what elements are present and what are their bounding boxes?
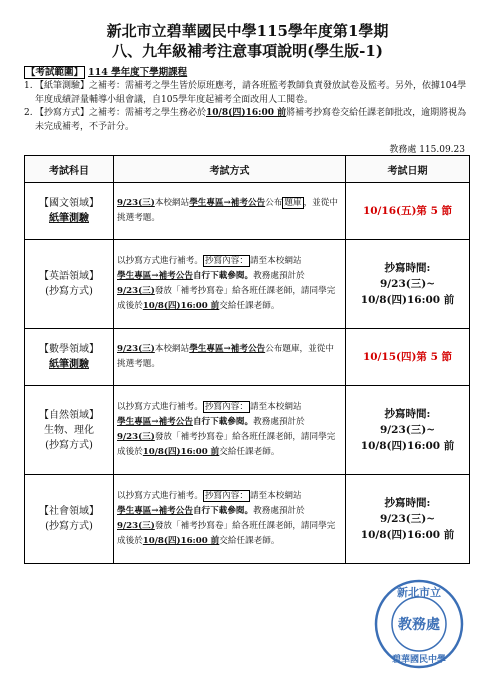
page-title: 新北市立碧華國民中學115學年度第1學期: [106, 22, 389, 40]
scope-value: 114 學年度下學期課程: [88, 67, 188, 78]
header-date: 考試日期: [346, 156, 470, 183]
office-seal-stamp: [373, 578, 465, 670]
seal-bottom-text: 碧華國民中學: [391, 655, 447, 665]
header-subject: 考試科目: [25, 156, 114, 183]
method-cell: 以抄寫方式進行補考。 抄寫內容： 請至本校網站 學生專區→補考公告自行下載參閱。教務處預計於 9/23(三)發放「補考抄寫卷」給各班任課老師，請同學完成後於10/8(四)16:00 前交給任課老師。: [114, 475, 346, 564]
date-cell: 10/16(五)第 5 節: [346, 183, 470, 240]
subject-cell: 【自然領域】 生物、理化 (抄寫方式): [25, 386, 114, 475]
date-cell: 10/15(四)第 5 節: [346, 329, 470, 386]
notes-list: [24, 80, 474, 134]
method-cell: 以抄寫方式進行補考。 抄寫內容： 請至本校網站 學生專區→補考公告自行下載參閱。教務處預計於 9/23(三)發放「補考抄寫卷」給各班任課老師，請同學完成後於10/8(四)16:00 前交給任課老師。: [114, 386, 346, 475]
date-cell: 抄寫時間: 9/23(三)~ 10/8(四)16:00 前: [346, 475, 470, 564]
method-cell: 9/23(三)本校網站學生專區→補考公告公布 題庫 ，並從中挑選考題。: [114, 183, 346, 240]
method-cell: 9/23(三)本校網站學生專區→補考公告公布題庫，並從中挑選考題。: [114, 329, 346, 386]
exam-scope: [24, 66, 187, 79]
office-date: 教務處 115.09.23: [389, 145, 465, 155]
subject-cell: 【數學領域】 紙筆測驗: [25, 329, 114, 386]
table-row: [25, 475, 470, 564]
deadline-text: 10/8(四)16:00 前: [206, 108, 287, 118]
page-subtitle: 八、九年級補考注意事項說明(學生版-1): [112, 42, 383, 60]
table-row: [25, 183, 470, 240]
table-header-row: [25, 156, 470, 183]
method-cell: 以抄寫方式進行補考。 抄寫內容： 請至本校網站 學生專區→補考公告自行下載參閱。教務處預計於 9/23(三)發放「補考抄寫卷」給各班任課老師，請同學完成後於10/8(四)16:00 前交給任課老師。: [114, 240, 346, 329]
scope-label: 【考試範圍】: [26, 67, 84, 78]
exam-table: [24, 155, 470, 564]
seal-top-text: 新北市立: [397, 586, 441, 599]
subject-cell: 【社會領域】 (抄寫方式): [25, 475, 114, 564]
note-item: 2. 【抄寫方式】之補考：需補考之學生務必於10/8(四)16:00 前將補考抄寫卷交給任課老師批改，逾期將視為未完成補考，不予計分。: [24, 108, 467, 132]
seal-middle-text: 教務處: [398, 617, 440, 633]
date-cell: 抄寫時間: 9/23(三)~ 10/8(四)16:00 前: [346, 386, 470, 475]
header-method: 考試方式: [114, 156, 346, 183]
note-item: 1. 【紙筆測驗】之補考：需補考之學生皆於原班應考，請各班監考教師負責發放試卷及監考。另外，依據104學年度成績評量輔導小組會議，自105學年度起補考全面改用人工閱卷。: [24, 81, 467, 105]
table-row: [25, 329, 470, 386]
subject-cell: 【國文領域】 紙筆測驗: [25, 183, 114, 240]
table-row: [25, 240, 470, 329]
table-row: [25, 386, 470, 475]
date-cell: 抄寫時間: 9/23(三)~ 10/8(四)16:00 前: [346, 240, 470, 329]
subject-cell: 【英語領域】 (抄寫方式): [25, 240, 114, 329]
